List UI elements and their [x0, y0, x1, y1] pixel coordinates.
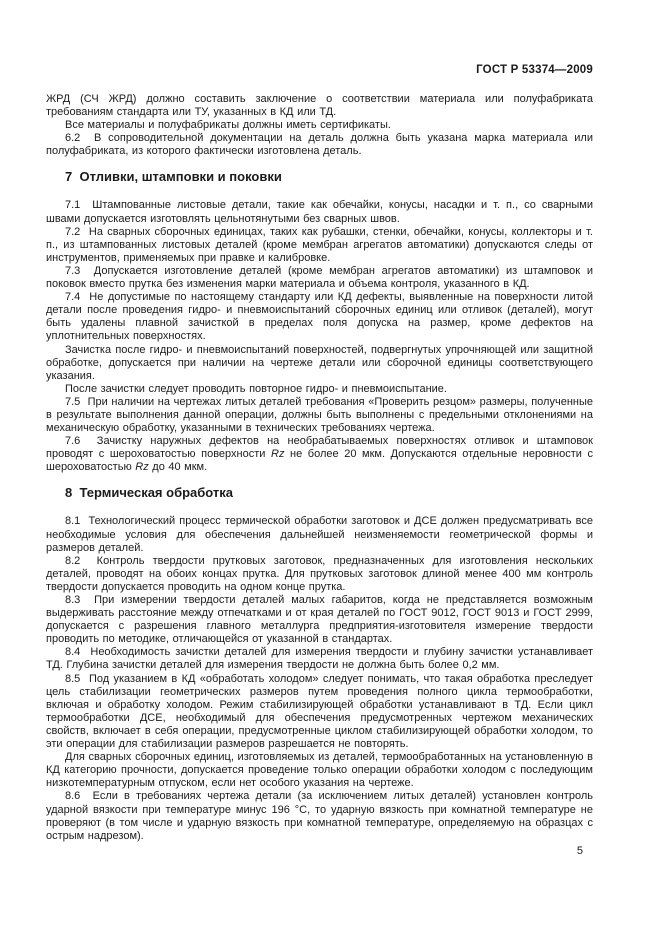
paragraph: 8.4 Необходимость зачистки деталей для измерения твердости и глубину зачистки устанавливает ТД. Глубина зачистки деталей для измерения твердости не должна быть более 0,2 мм. [46, 646, 593, 672]
standard-designation: ГОСТ Р 53374—2009 [476, 64, 593, 76]
paragraph: 6.2 В сопроводительной документации на деталь должна быть указана марка материала или полуфабриката, из которого фактически изготовлена деталь. [46, 132, 593, 158]
paragraph: Зачистка после гидро- и пневмоиспытаний поверхностей, подвергнутых упрочняющей или защитной обработке, допускается при наличии на чертеже детали или сборочной единицы соответствующего указания. [46, 343, 593, 382]
paragraph: 8.2 Контроль твердости прутковых заготовок, предназначенных для изготовления нескольких деталей, проводят на обоих концах прутка. Для прутковых заготовок длиной менее 400 мм контроль твердости допускается проводить на одном конце прутка. [46, 554, 593, 593]
paragraph: 7.1 Штампованные листовые детали, такие как обечайки, конусы, насадки и т. п., со сварными швами допускается изготовлять цельнотянутыми без сварных швов. [46, 199, 593, 225]
running-header [46, 64, 593, 76]
paragraph: Для сварных сборочных единиц, изготовляемых из деталей, термообработанных на установленную в КД категорию прочности, допускается проведение только операции обработки холодом с последующим низкотемпературным отпуском, если нет особого указания на чертеже. [46, 751, 593, 790]
page-number: 5 [576, 845, 583, 857]
paragraph: 7.2 На сварных сборочных единицах, таких как рубашки, стенки, обечайки, конусы, коллекторы и т. п., из штампованных листовых деталей (кроме мембран агрегатов автоматики) допускаются следы от инструментов, применяемых при правке и калибровке. [46, 225, 593, 264]
paragraph: 8.5 Под указанием в КД «обработать холодом» следует понимать, что такая обработка преследует цель стабилизации геометрических размеров путем проведения полного цикла термообработки, включая и обработку холодом. Режим стабилизирующей обработки устанавливают в ТД. Если цикл термообработки ДСЕ, необходимый для обеспечения предусмотренных чертежом механических свойств, включает в себя операции, предусмотренные циклом стабилизирующей обработки холодом, то эти операции для стабилизации размеров разрешается не повторять. [46, 672, 593, 751]
section-heading: 7 Отливки, штамповки и поковки [65, 169, 282, 185]
section-heading: 8 Термическая обработка [65, 485, 234, 501]
paragraph: Все материалы и полуфабрикаты должны иметь сертификаты. [65, 119, 391, 132]
paragraph: 7.5 При наличии на чертежах литых деталей требования «Проверить резцом» размеры, полученные в результате выполнения данной операции, должны быть выполнены с предельными отклонениями на механическую обработку, указанными в технических требованиях чертежа. [46, 395, 593, 435]
paragraph: 7.6 Зачистку наружных дефектов на необрабатываемых поверхностях отливок и штамповок проводят с шероховатостью поверхности Rz не более 20 мкм. Допускаются отдельные неровности с шероховатостью Rz до 40 мкм. [46, 435, 594, 474]
paragraph: 8.1 Технологический процесс термической обработки заготовок и ДСЕ должен предусматривать все необходимые условия для обеспечения дальнейшей неизменяемости геометрической формы и размеров деталей. [46, 515, 593, 554]
paragraph: ЖРД (СЧ ЖРД) должно составить заключение о соответствии материала или полуфабриката требованиям стандарта или ТУ, указанных в КД или ТД. [46, 93, 593, 119]
paragraph: 7.3 Допускается изготовление деталей (кроме мембран агрегатов автоматики) из штамповок и поковок вместо прутка без изменения марки материала и объема контроля, указанного в КД. [46, 264, 593, 291]
paragraph: 8.6 Если в требованиях чертежа детали (за исключением литых деталей) установлен контроль ударной вязкости при температуре минус 196 °С, то ударную вязкость при комнатной температуре не проверяют (в том числе и ударную вязкость при комнатной температуре, определяемую на образцах с острым надрезом). [46, 790, 593, 842]
paragraph: После зачистки следует проводить повторное гидро- и пневмоиспытание. [65, 382, 447, 395]
paragraph: 8.3 При измерении твердости деталей малых габаритов, когда не представляется возможным выдерживать расстояние между отпечатками и от края деталей по ГОСТ 9012, ГОСТ 9013 и ГОСТ 2999, допускается с разрешения главного металлурга предприятия-изготовителя измерение твердости проводить по методике, отличающейся от указанной в стандартах. [46, 594, 593, 646]
paragraph: 7.4 Не допустимые по настоящему стандарту или КД дефекты, выявленные на поверхности литой детали после проведения гидро- и пневмоиспытаний сборочных единиц или отливок (деталей), могут быть удалены плавной зачисткой в пределах поля допуска на размер, кроме дефектов на уплотнительных поверхностях. [46, 291, 593, 343]
document-body [46, 93, 593, 843]
